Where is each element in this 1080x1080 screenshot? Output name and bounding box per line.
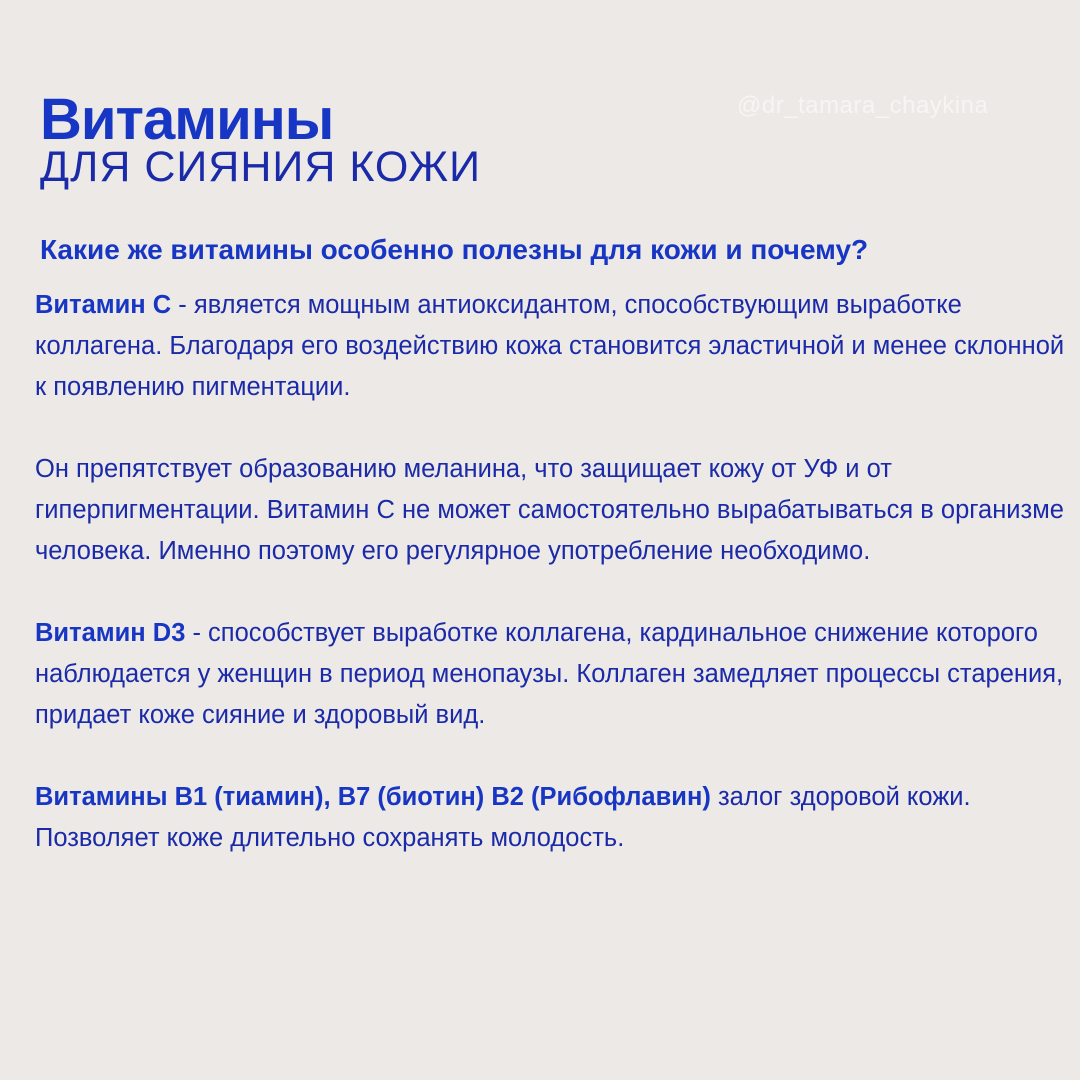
paragraph-vitamins-b bbox=[35, 777, 1065, 859]
vitamins-b-text: залог здоровой кожи. Позволяет коже длительно сохранять молодость. bbox=[35, 783, 971, 852]
author-watermark: @dr_tamara_chaykina bbox=[737, 92, 989, 119]
page-subtitle: ДЛЯ СИЯНИЯ КОЖИ bbox=[40, 143, 481, 191]
section-question: Какие же витамины особенно полезны для кожи и почему? bbox=[40, 234, 869, 265]
article-body bbox=[35, 285, 1065, 900]
vitamin-d3-text: - способствует выработке коллагена, кардинальное снижение которого наблюдается у женщин в период менопаузы. Коллаген замедляет процессы старения, придает коже сияние и здоровый вид. bbox=[35, 619, 1064, 729]
paragraph-vitamin-c bbox=[35, 285, 1065, 408]
page-title: Витамины bbox=[40, 87, 334, 152]
paragraph-vitamin-c-melanin bbox=[35, 449, 1065, 572]
vitamins-b-heading: Витамины B1 (тиамин), B7 (биотин) B2 (Рибофлавин) bbox=[35, 783, 711, 811]
vitamin-d3-heading: Витамин D3 bbox=[35, 619, 186, 647]
vitamin-c-text: - является мощным антиоксидантом, способствующим выработке коллагена. Благодаря его воздействию кожа становится эластичной и менее склонной к появлению пигментации. bbox=[35, 291, 1065, 401]
vitamin-c-heading: Витамин С bbox=[35, 291, 172, 319]
vitamin-c-melanin-text: Он препятствует образованию меланина, что защищает кожу от УФ и от гиперпигментации. Витамин С не может самостоятельно вырабатываться в организме человека. Именно поэтому его регулярное употребление необходимо. bbox=[35, 455, 1064, 565]
paragraph-vitamin-d3 bbox=[35, 613, 1065, 736]
